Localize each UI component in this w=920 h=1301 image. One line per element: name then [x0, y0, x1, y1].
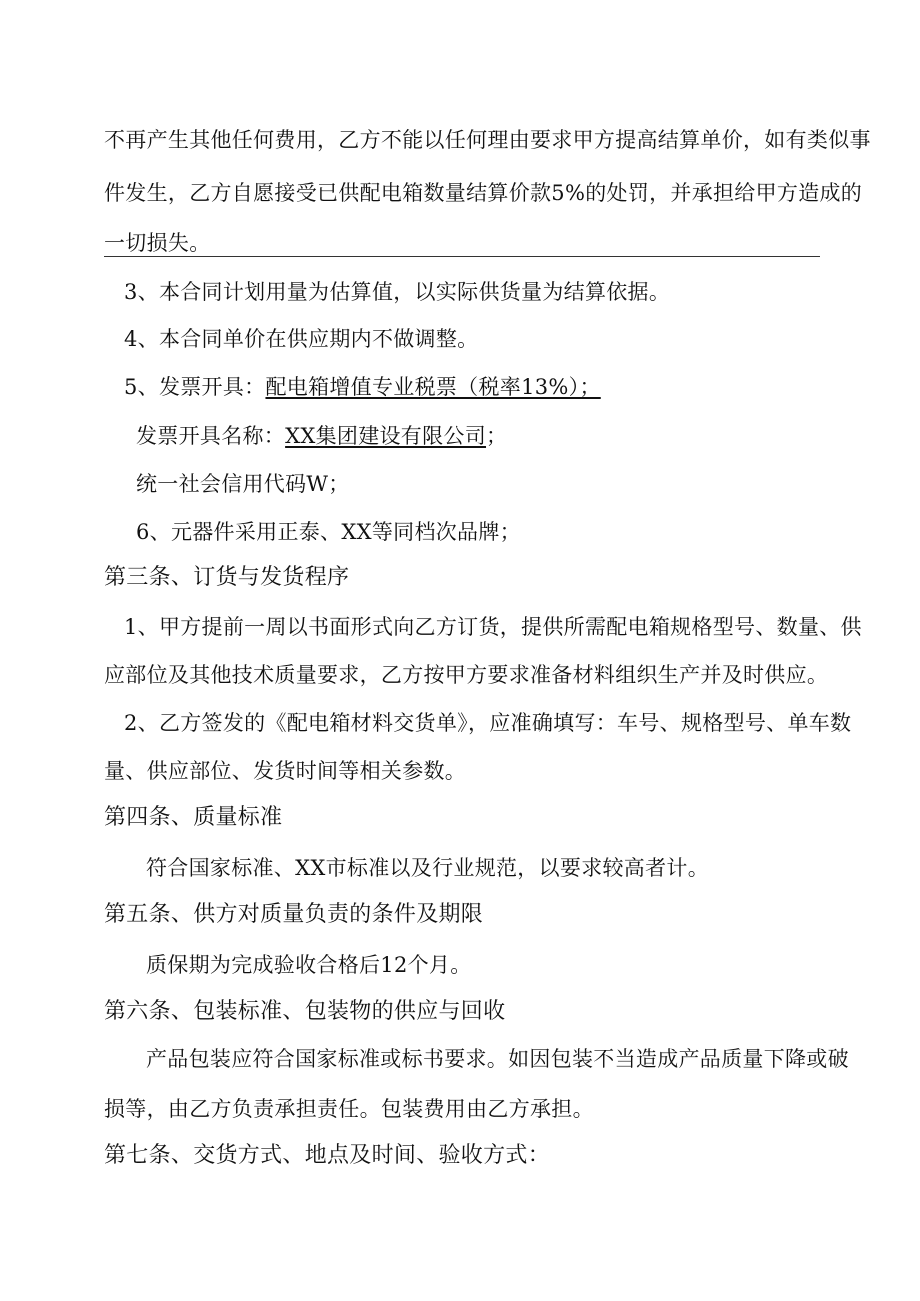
- section-3-item-2-line: 2、乙方签发的《配电箱材料交货单》，应准确填写：车号、规格型号、单车数: [124, 711, 852, 735]
- section-6-body-line: 产品包装应符合国家标准或标书要求。如因包装不当造成产品质量下降或破: [146, 1047, 849, 1071]
- section-3-title: 第三条、订货与发货程序: [104, 565, 350, 590]
- section-4-title: 第四条、质量标准: [104, 805, 283, 830]
- section-5-title: 第五条、供方对质量负责的条件及期限: [104, 902, 484, 927]
- clause-item-5: [124, 372, 601, 402]
- section-3-item-1-line: 1、甲方提前一周以书面形式向乙方订货，提供所需配电箱规格型号、数量、供: [124, 615, 862, 639]
- section-3-item-2-line: 量、供应部位、发货时间等相关参数。: [104, 759, 467, 783]
- paragraph-line: 件发生，乙方自愿接受已供配电箱数量结算价款5%的处罚，并承担给甲方造成的: [104, 181, 863, 205]
- invoice-name-value: XX集团建设有限公司: [285, 424, 487, 448]
- clause-item-3: 3、本合同计划用量为估算值，以实际供货量为结算依据。: [124, 280, 671, 304]
- invoice-name-line: [136, 421, 507, 451]
- section-5-body: 质保期为完成验收合格后12个月。: [146, 953, 472, 977]
- section-7-title: 第七条、交货方式、地点及时间、验收方式：: [104, 1143, 551, 1168]
- clause-item-6: 6、元器件采用正泰、XX等同档次品牌；: [136, 520, 521, 544]
- invoice-type-value: 配电箱增值专业税票（税率13%）；: [265, 375, 601, 399]
- credit-code-line: 统一社会信用代码W；: [136, 472, 350, 496]
- section-3-item-1-line: 应部位及其他技术质量要求，乙方按甲方要求准备材料组织生产并及时供应。: [104, 663, 829, 687]
- section-6-title: 第六条、包装标准、包装物的供应与回收: [104, 999, 506, 1024]
- clause-item-4: 4、本合同单价在供应期内不做调整。: [124, 327, 479, 351]
- clause-item-5-label: 5、发票开具：: [124, 375, 266, 399]
- paragraph-line: 一切损失。: [104, 231, 211, 255]
- paragraph-line: 不再产生其他任何费用，乙方不能以任何理由要求甲方提高结算单价，如有类似事: [104, 128, 871, 152]
- invoice-name-label: 发票开具名称：: [136, 424, 286, 448]
- invoice-name-end: ；: [486, 424, 508, 448]
- section-4-body: 符合国家标准、XX市标准以及行业规范，以要求较高者计。: [146, 856, 709, 880]
- horizontal-rule: [104, 256, 820, 257]
- section-6-body-line: 损等，由乙方负责承担责任。包装费用由乙方承担。: [104, 1097, 594, 1121]
